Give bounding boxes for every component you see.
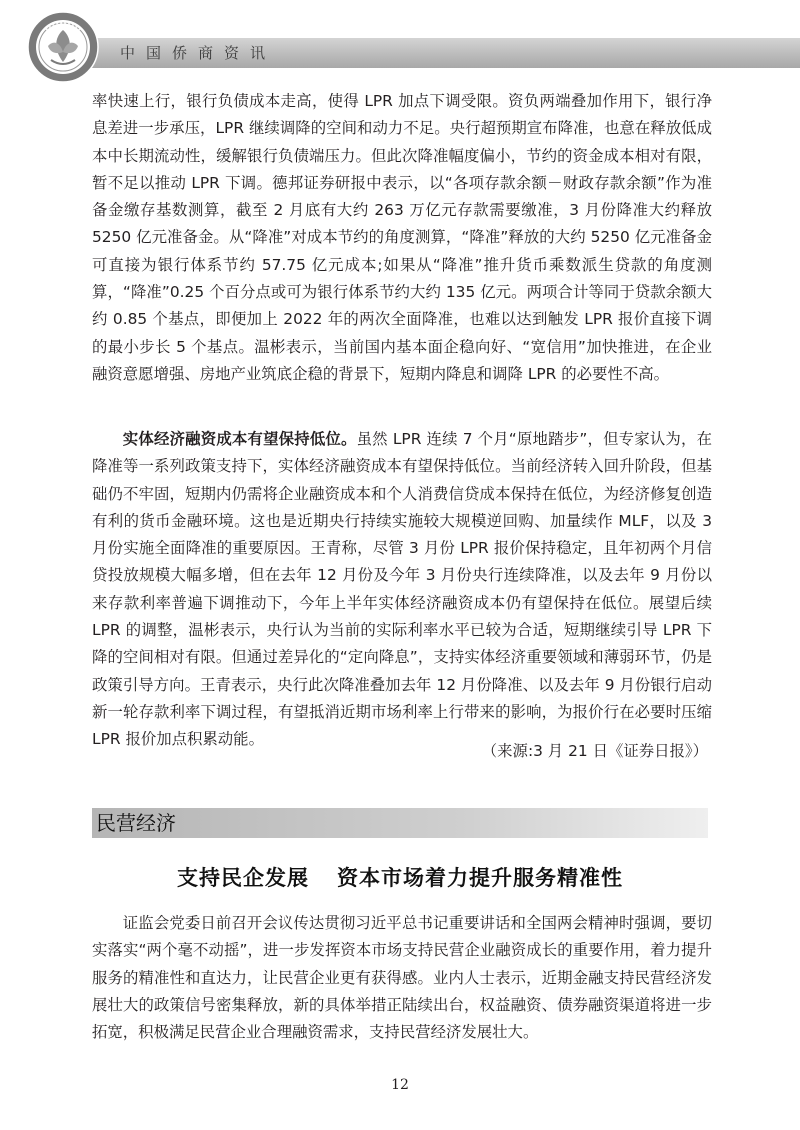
section-title: 民营经济 xyxy=(96,811,176,835)
article-title-part2: 资本市场着力提升服务精准性 xyxy=(337,866,623,890)
article-title xyxy=(92,862,708,892)
paragraph-private-economy: 证监会党委日前召开会议传达贯彻习近平总书记重要讲话和全国两会精神时强调，要切实落实“两个毫不动摇”，进一步发挥资本市场支持民营企业融资成长的重要作用，着力提升服务的精准性和直达力，让民营企业更有获得感。业内人士表示，近期金融支持民营经济发展壮大的政策信号密集释放，新的具体举措正陆续出台，权益融资、债券融资渠道将进一步拓宽，积极满足民营企业合理融资需求，支持民营经济发展壮大。 xyxy=(92,914,712,1042)
paragraph-continued: 率快速上行，银行负债成本走高，使得 LPR 加点下调受限。资负两端叠加作用下，银行净息差进一步承压，LPR 继续调降的空间和动力不足。央行超预期宣布降准，也意在释放低成本中长期流动性，缓解银行负债端压力。但此次降准幅度偏小，节约的资金成本相对有限，暂不足以推动 LPR 下调。德邦证券研报中表示，以“各项存款余额－财政存款余额”作为准备金缴存基数测算，截至 2 月底有大约 263 万亿元存款需要缴准，3 月份降准大约释放 5250 亿元准备金。从“降准”对成本节约的角度测算，“降准”释放的大约 5250 亿元准备金可直接为银行体系节约 57.75 亿元成本;如果从“降准”推升货币乘数派生贷款的角度测算，“降准”0.25 个百分点或可为银行体系节约大约 135 亿元。两项合计等同于贷款余额大约 0.85 个基点，即便加上 2022 年的两次全面降准，也难以达到触发 LPR 报价直接下调的最小步长 5 个基点。温彬表示，当前国内基本面企稳向好、“宽信用”加快推进，在企业融资意愿增强、房地产业筑底企稳的背景下，短期内降息和调降 LPR 的必要性不高。 xyxy=(92,92,712,383)
article-title-part1: 支持民企发展 xyxy=(177,866,309,890)
paragraph-body: 虽然 LPR 连续 7 个月“原地踏步”，但专家认为，在降准等一系列政策支持下，实体经济融资成本有望保持低位。当前经济转入回升阶段，但基础仍不牢固，短期内仍需将企业融资成本和个人消费信贷成本保持在低位，为经济修复创造有利的货币金融环境。这也是近期央行持续实施较大规模逆回购、加量续作 MLF，以及 3 月份实施全面降准的重要原因。王青称，尽管 3 月份 LPR 报价保持稳定，且年初两个月信贷投放规模大幅多增，但在去年 12 月份及今年 3 月份央行连续降准，以及去年 9 月份以来存款利率普遍下调推动下，今年上半年实体经济融资成本仍有望保持在低位。展望后续 LPR 的调整，温彬表示，央行认为当前的实际利率水平已较为合适，短期继续引导 LPR 下降的空间相对有限。但通过差异化的“定向降息”，支持实体经济重要领域和薄弱环节，仍是政策引导方向。王青表示，央行此次降准叠加去年 12 月份降准、以及去年 9 月份银行启动新一轮存款利率下调过程，有望抵消近期市场利率上行带来的影响，为报价行在必要时压缩 LPR 报价加点积累动能。 xyxy=(92,430,712,749)
paragraph-lead: 实体经济融资成本有望保持低位。 xyxy=(122,430,357,448)
section-bar xyxy=(92,808,708,838)
header-title: 中国侨商资讯 xyxy=(120,44,277,62)
paragraph-real-economy xyxy=(92,426,712,754)
page-number: 12 xyxy=(391,1077,409,1093)
association-logo xyxy=(26,10,100,84)
source-citation: （来源:3 月 21 日《证券日报》） xyxy=(481,742,708,760)
